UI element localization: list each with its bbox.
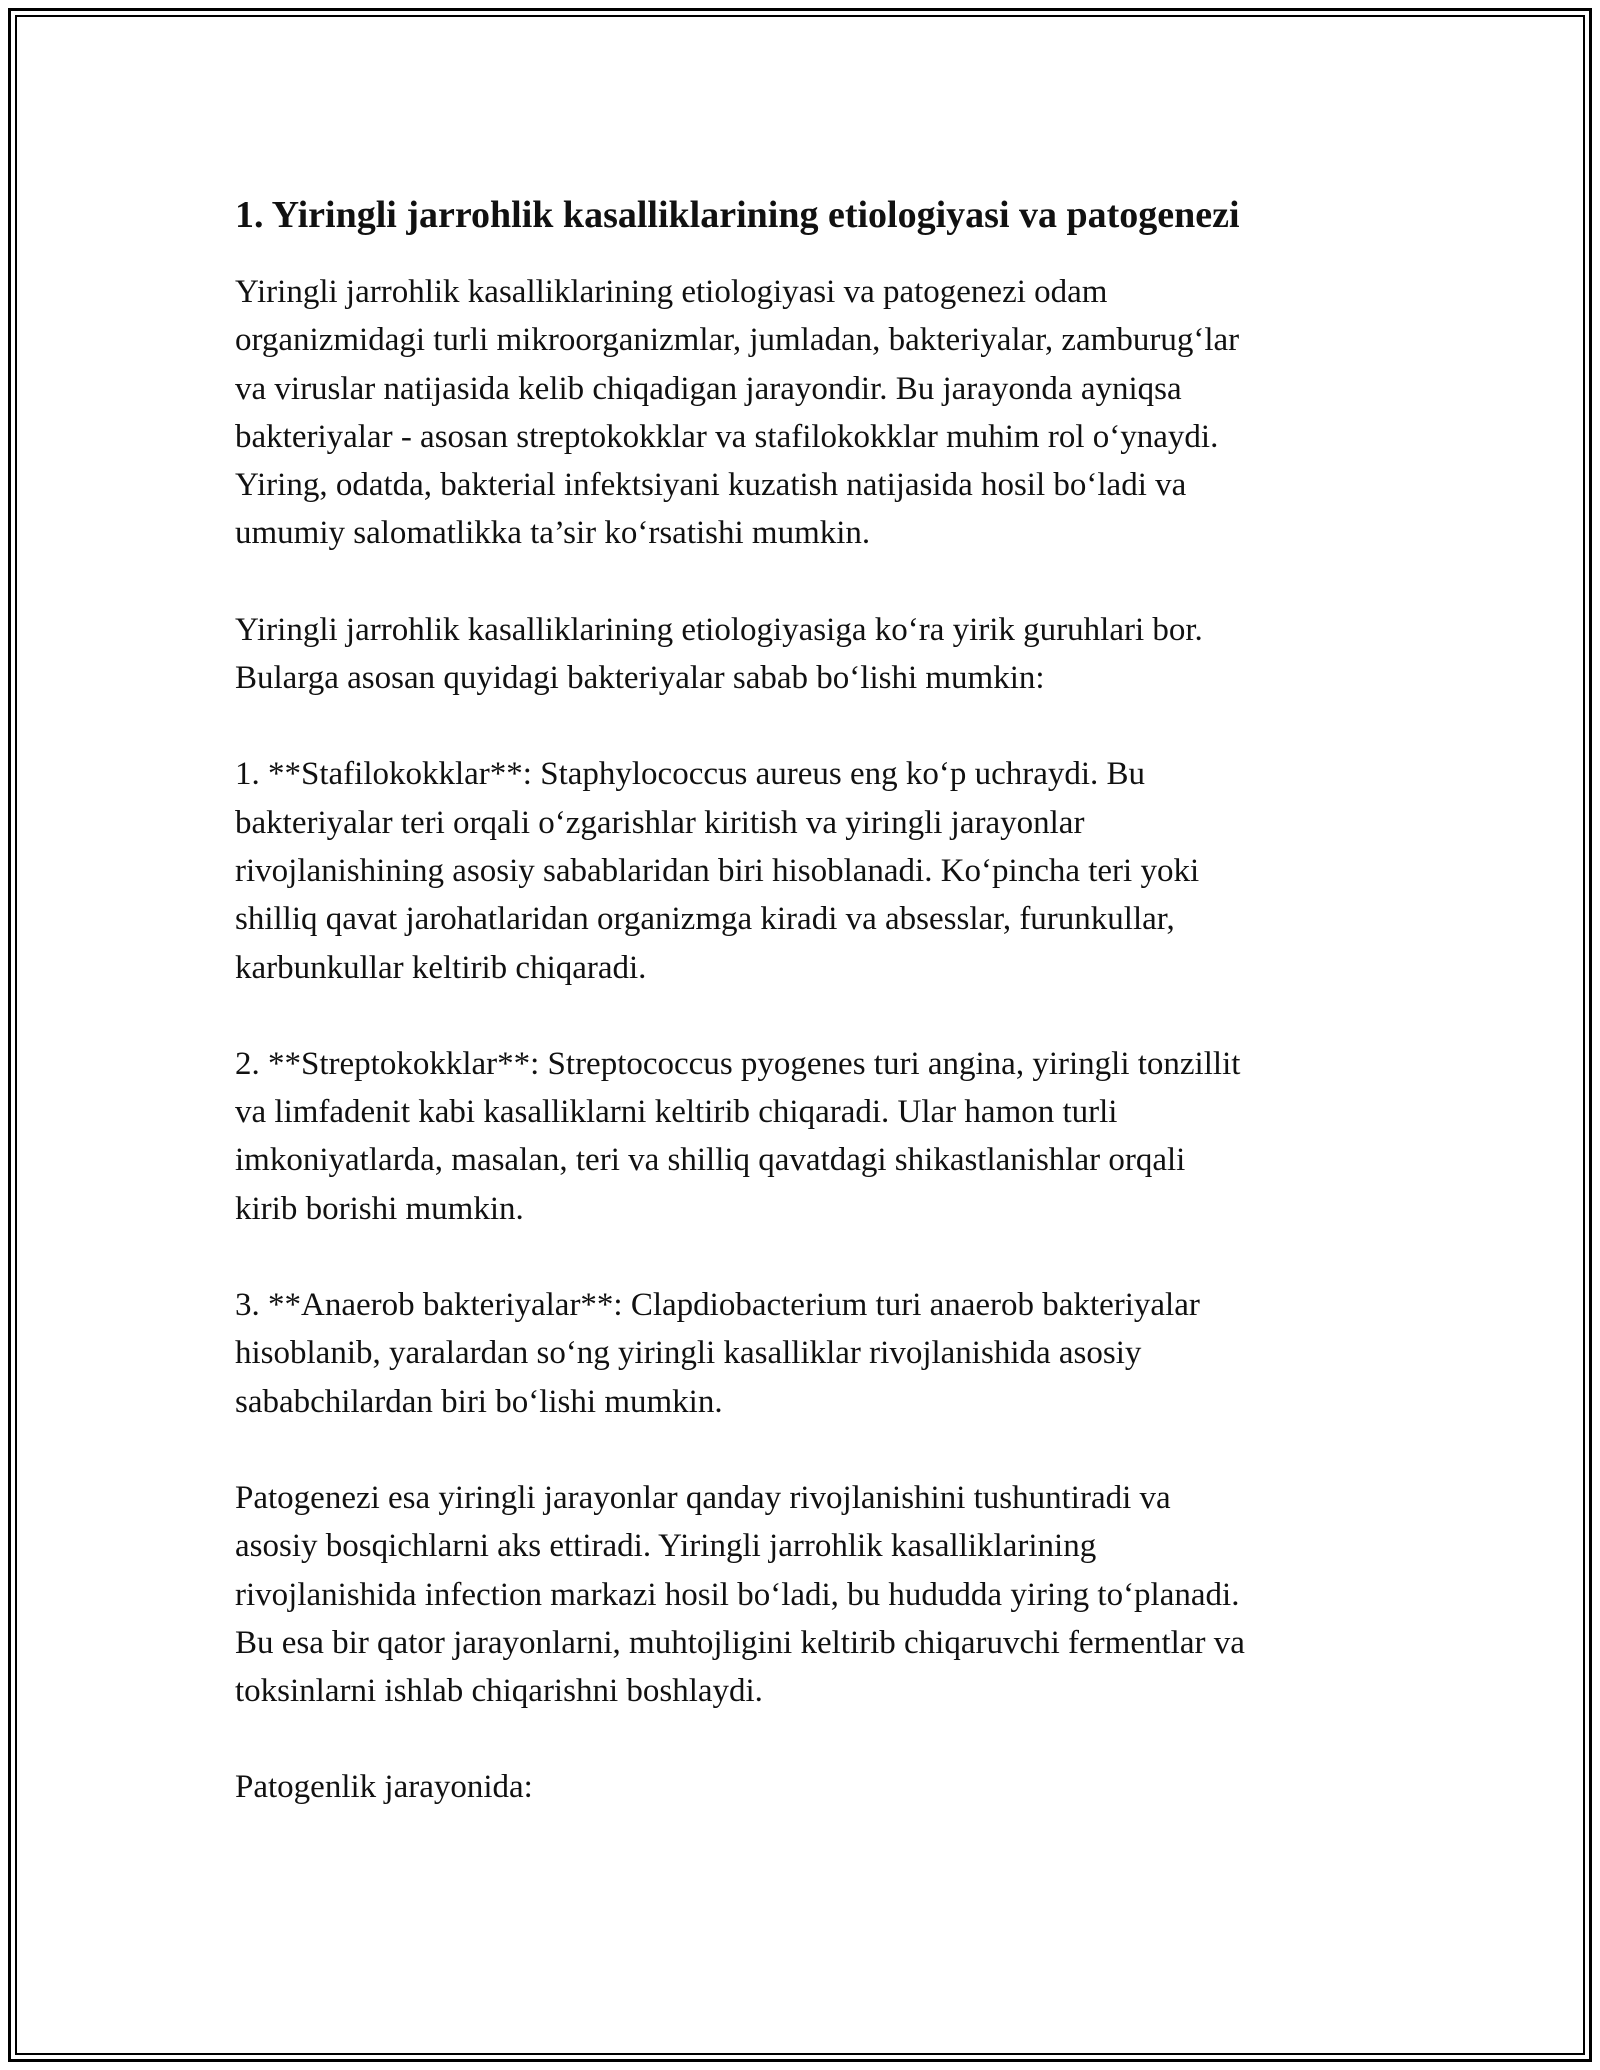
document-body bbox=[235, 188, 1370, 1860]
text-line: rivojlanishida infection markazi hosil bo‘ladi, bu hududda yiring to‘planadi. bbox=[235, 1576, 1240, 1613]
text-line: shilliq qavat jarohatlaridan organizmga kiradi va absesslar, furunkullar, bbox=[235, 901, 1175, 938]
text-line: 2. **Streptokokklar**: Streptococcus pyogenes turi angina, yiringli tonzillit bbox=[235, 1045, 1241, 1082]
text-line: Yiring, odatda, bakterial infektsiyani kuzatish natijasida hosil bo‘ladi va bbox=[235, 467, 1187, 504]
text-line: Patogenlik jarayonida: bbox=[235, 1769, 533, 1806]
text-line: va limfadenit kabi kasalliklarni keltirib chiqaradi. Ular hamon turli bbox=[235, 1094, 1118, 1131]
text-line: Yiringli jarrohlik kasalliklarining etiologiyasiga ko‘ra yirik guruhlari bor. bbox=[235, 611, 1203, 648]
text-line: 3. **Anaerob bakteriyalar**: Clapdiobacterium turi anaerob bakteriyalar bbox=[235, 1287, 1200, 1324]
text-line: organizmidagi turli mikroorganizmlar, jumladan, bakteriyalar, zamburug‘lar bbox=[235, 322, 1240, 359]
text-line: bakteriyalar - asosan streptokokklar va stafilokokklar muhim rol o‘ynaydi. bbox=[235, 418, 1219, 455]
paragraph-intro bbox=[235, 268, 1370, 558]
text-line: rivojlanishining asosiy sabablaridan biri hisoblanadi. Ko‘pincha teri yoki bbox=[235, 852, 1200, 889]
text-line: sababchilardan biri bo‘lishi mumkin. bbox=[235, 1383, 723, 1420]
text-line: bakteriyalar teri orqali o‘zgarishlar kiritish va yiringli jarayonlar bbox=[235, 804, 1085, 841]
text-line: hisoblanib, yaralardan so‘ng yiringli kasalliklar rivojlanishida asosiy bbox=[235, 1335, 1142, 1372]
text-line: Yiringli jarrohlik kasalliklarining etiologiyasi va patogenezi odam bbox=[235, 274, 1108, 310]
list-item-staphylococci bbox=[235, 750, 1370, 991]
text-line: toksinlarni ishlab chiqarishni boshlaydi. bbox=[235, 1673, 763, 1710]
text-line: imkoniyatlarda, masalan, teri va shilliq qavatdagi shikastlanishlar orqali bbox=[235, 1142, 1186, 1179]
list-item-anaerobes bbox=[235, 1281, 1370, 1426]
paragraph-pathogenic-process bbox=[235, 1763, 1370, 1811]
text-line: Bularga asosan quyidagi bakteriyalar sabab bo‘lishi mumkin: bbox=[235, 660, 1045, 697]
text-line: asosiy bosqichlarni aks ettiradi. Yiringli jarrohlik kasalliklarining bbox=[235, 1528, 1097, 1565]
paragraph-etiology-groups bbox=[235, 606, 1370, 703]
text-line: umumiy salomatlikka ta’sir ko‘rsatishi mumkin. bbox=[235, 515, 871, 552]
text-line: Bu esa bir qator jarayonlarni, muhtojligini keltirib chiqaruvchi fermentlar va bbox=[235, 1624, 1245, 1661]
paragraph-pathogenesis bbox=[235, 1474, 1370, 1715]
text-line: va viruslar natijasida kelib chiqadigan jarayondir. Bu jarayonda ayniqsa bbox=[235, 370, 1182, 407]
section-heading: 1. Yiringli jarrohlik kasalliklarining etiologiyasi va patogenezi bbox=[235, 194, 1240, 236]
text-line: 1. **Stafilokokklar**: Staphylococcus aureus eng ko‘p uchraydi. Bu bbox=[235, 756, 1146, 793]
text-line: kirib borishi mumkin. bbox=[235, 1190, 524, 1227]
text-line: karbunkullar keltirib chiqaradi. bbox=[235, 949, 647, 986]
text-line: Patogenezi esa yiringli jarayonlar qanday rivojlanishini tushuntiradi va bbox=[235, 1479, 1171, 1516]
list-item-streptococci bbox=[235, 1040, 1370, 1233]
